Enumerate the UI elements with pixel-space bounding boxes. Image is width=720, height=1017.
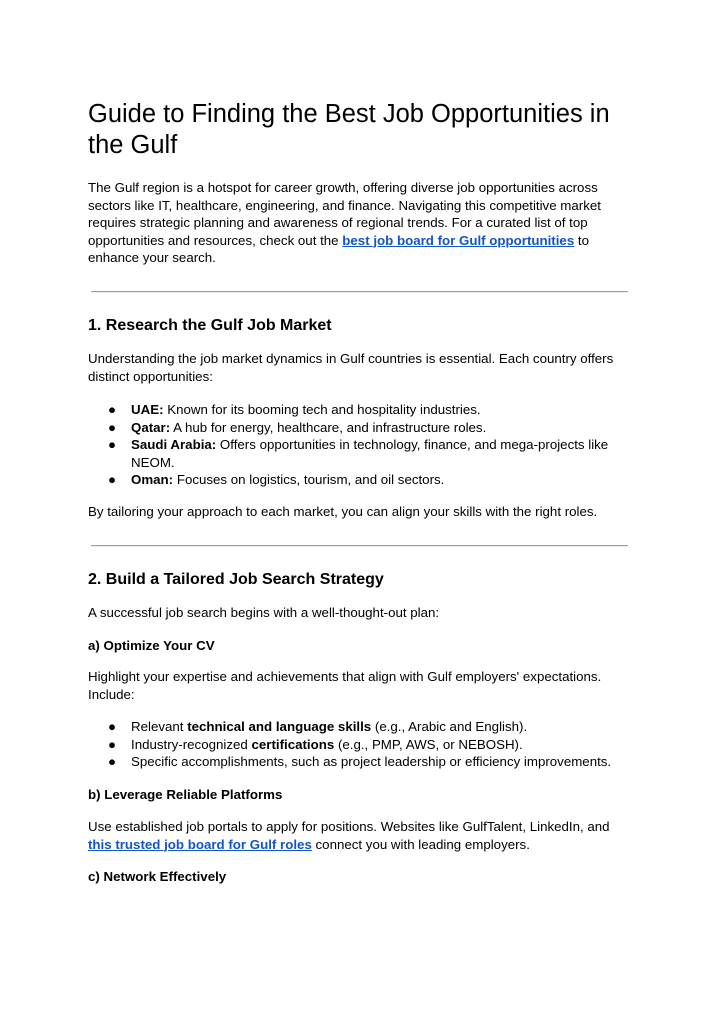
section1-closing: By tailoring your approach to each market, you can align your skills with the right roles.: [88, 504, 598, 519]
bullet-icon: ●: [108, 719, 117, 734]
sub-a-paragraph: Highlight your expertise and achievements that align with Gulf employers' expectations. Include:: [88, 669, 602, 702]
section2-heading: 2. Build a Tailored Job Search Strategy: [88, 571, 384, 588]
list-item: ● Industry-recognized certifications (e.g., PMP, AWS, or NEBOSH).: [108, 736, 523, 752]
bullet-icon: ●: [108, 472, 117, 487]
section2-paragraph: A successful job search begins with a well-thought-out plan:: [88, 605, 440, 620]
bullet-icon: ●: [108, 736, 117, 752]
intro-after-link: to enhance your search.: [88, 232, 590, 265]
market-list: [88, 401, 633, 489]
cv-list: [88, 718, 633, 771]
trusted-job-board-link[interactable]: this trusted job board for Gulf roles: [88, 836, 312, 852]
list-item: ● Specific accomplishments, such as project leadership or efficiency improvements.: [108, 754, 612, 769]
sub-b-heading: b) Leverage Reliable Platforms: [88, 787, 283, 802]
list-item: ● Saudi Arabia: Offers opportunities in technology, finance, and mega-projects like NEOM.: [108, 437, 609, 470]
sub-b-paragraph: [88, 818, 628, 853]
divider-1: [91, 291, 628, 293]
best-job-board-link[interactable]: best job board for Gulf opportunities: [342, 232, 575, 248]
bullet-icon: ●: [108, 402, 117, 417]
bullet-icon: ●: [108, 437, 117, 452]
intro-paragraph: [88, 179, 628, 267]
list-item: ● Relevant technical and language skills (e.g., Arabic and English).: [108, 719, 528, 734]
sub-b-after-link: connect you with leading employers.: [311, 836, 530, 852]
section1-heading: 1. Research the Gulf Job Market: [88, 317, 332, 334]
document-title: Guide to Finding the Best Job Opportunities in the Gulf: [88, 100, 610, 159]
bullet-icon: ●: [108, 754, 117, 769]
list-item: ● Oman: Focuses on logistics, tourism, and oil sectors.: [108, 472, 445, 487]
section1-paragraph: Understanding the job market dynamics in Gulf countries is essential. Each country offers distinct opportunities:: [88, 351, 614, 384]
sub-b-text: Use established job portals to apply for positions. Websites like GulfTalent, LinkedIn, and: [88, 819, 610, 834]
list-item: ● Qatar: A hub for energy, healthcare, and infrastructure roles.: [108, 419, 487, 435]
divider-2: [91, 545, 628, 547]
sub-c-heading: c) Network Effectively: [88, 869, 227, 884]
sub-a-heading: a) Optimize Your CV: [88, 638, 215, 653]
bullet-icon: ●: [108, 419, 117, 435]
intro-text: The Gulf region is a hotspot for career growth, offering diverse job opportunities across sectors like IT, healthcare, engineering, and finance. Navigating this competitive market requires strategic planning and awareness of regional trends. For a curated list of top opportunities and resources, check out the: [88, 180, 601, 248]
list-item: ● UAE: Known for its booming tech and hospitality industries.: [108, 402, 481, 417]
